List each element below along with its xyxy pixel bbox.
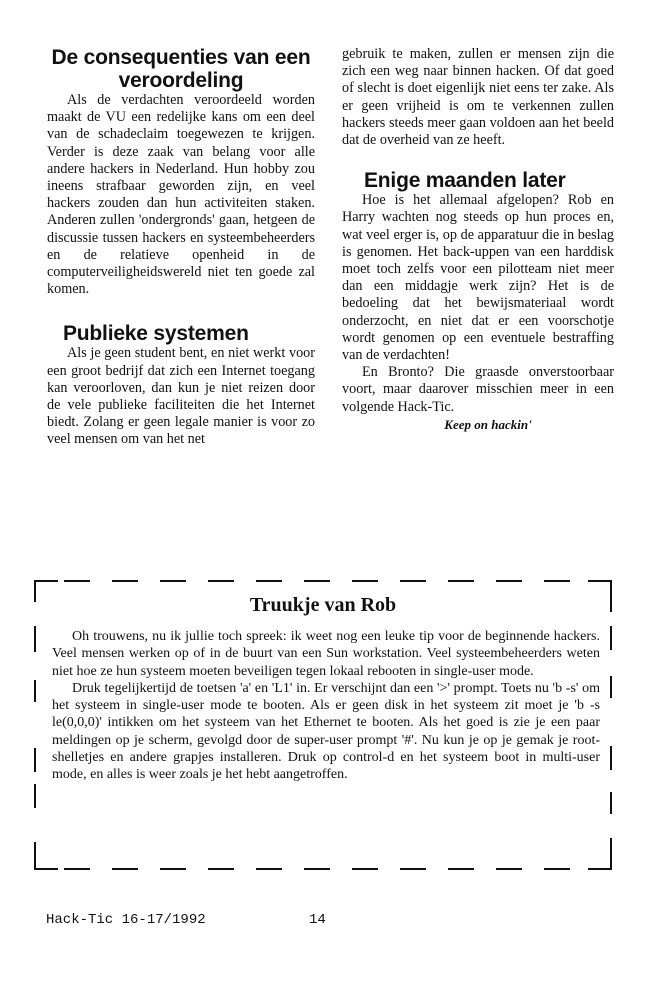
paragraph-publieke-systemen: Als je geen student bent, en niet werkt voor een groot bedrijf dat zich een Internet toegang kan veroorloven, dan kun je niet reizen door de vele publieke faciliteiten die het Internet biedt. Zolang er geen legale manier is voor zo veel mensen om van het net — [47, 345, 315, 448]
box-dashed-border-bottom — [64, 868, 586, 870]
section-heading-consequenties: De consequenties van een veroordeling — [51, 46, 311, 92]
box-corner-bottom-left — [34, 842, 58, 870]
box-title: Truukje van Rob — [249, 594, 397, 616]
footer-publication: Hack-Tic 16-17/1992 — [46, 912, 206, 928]
paragraph-enige-maanden-1: Hoe is het allemaal afgelopen? Rob en Harry wachten nog steeds op hun proces en, wat veel erger is, op de apparatuur die in beslag is genomen. Het back-uppen van een harddisk moet toch zelfs voor een pilotteam niet meer dan een middagje werk zijn? Het is de bedoeling dat het bewijsmateriaal wordt onderzocht, en niet dat er een voorschotje wordt genomen op een eventuele bestraffing van de verdachten! — [342, 192, 614, 364]
signoff: Keep on hackin' — [444, 416, 532, 432]
paragraph-consequenties: Als de verdachten veroordeeld worden maakt de VU een redelijke kans om een deel van de schadeclaim toegewezen te krijgen. Verder is deze zaak van belang voor alle andere hackers in Nederland. Hun hobby zou ineens strafbaar geworden zijn, en veel hackers zouden dan hun activiteiten staken. Anderen zullen 'ondergronds' gaan, hetgeen de discussie tussen hackers en systeembeheerders en de relatieve openheid in de computerveiligheidswereld niet ten goede zal komen. — [47, 92, 315, 298]
box-border-segment — [610, 676, 612, 698]
box-paragraph-1: Oh trouwens, nu ik jullie toch spreek: ik weet nog een leuke tip voor de beginnende hackers. Veel mensen werken op of in de buurt van een Sun workstation. Veel systeembeheerders weten niet hoe ze hun systeem moeten beveiligen tegen lokaal rebooten in single-user mode. — [52, 629, 600, 679]
box-border-segment — [34, 784, 36, 808]
box-border-segment — [34, 680, 36, 702]
box-border-segment — [610, 746, 612, 770]
box-border-segment — [610, 626, 612, 650]
section-heading-enige-maanden-later: Enige maanden later — [364, 169, 566, 193]
paragraph-enige-maanden-2: En Bronto? Die graasde onverstoorbaar voort, maar daarover misschien meer in een volgende Hack-Tic. — [342, 364, 614, 415]
box-border-segment — [34, 748, 36, 772]
box-corner-bottom-right — [588, 838, 612, 870]
section-heading-publieke-systemen: Publieke systemen — [63, 322, 249, 346]
right-column — [342, 46, 614, 433]
footer-page-number: 14 — [309, 912, 326, 928]
box-border-segment — [610, 792, 612, 814]
box-paragraph-2: Druk tegelijkertijd de toetsen 'a' en 'L1' in. Er verschijnt dan een '>' prompt. Toets nu 'b -s' om het systeem in single-user mode te booten. Als er geen disk in het systeem zit moet je 'b -s le(0,0,0)' intikken om het systeem van het Ethernet te booten. Als het goed is zie je een paar meldingen op je scherm, gevolgd door de super-user prompt '#'. Nu kun je op je gemak je root-shelletjes en andere grapjes installeren. Druk op control-d en het systeem boot in multi-user mode, en alles is weer zoals je het hebt aangetroffen. — [52, 680, 600, 783]
left-column — [47, 46, 315, 449]
box-border-segment — [34, 626, 36, 652]
paragraph-continuation: gebruik te maken, zullen er mensen zijn die zich een weg naar binnen hacken. Of dat goed of slecht is doet eigenlijk niet eens ter zake. Als er geen vrijheid is om te verkennen zullen hackers steeds meer gaan voldoen aan het beeld dat de overheid van ze heeft. — [342, 46, 614, 149]
box-body — [52, 628, 600, 784]
box-dashed-border-top — [64, 580, 586, 582]
tip-box — [34, 580, 612, 870]
